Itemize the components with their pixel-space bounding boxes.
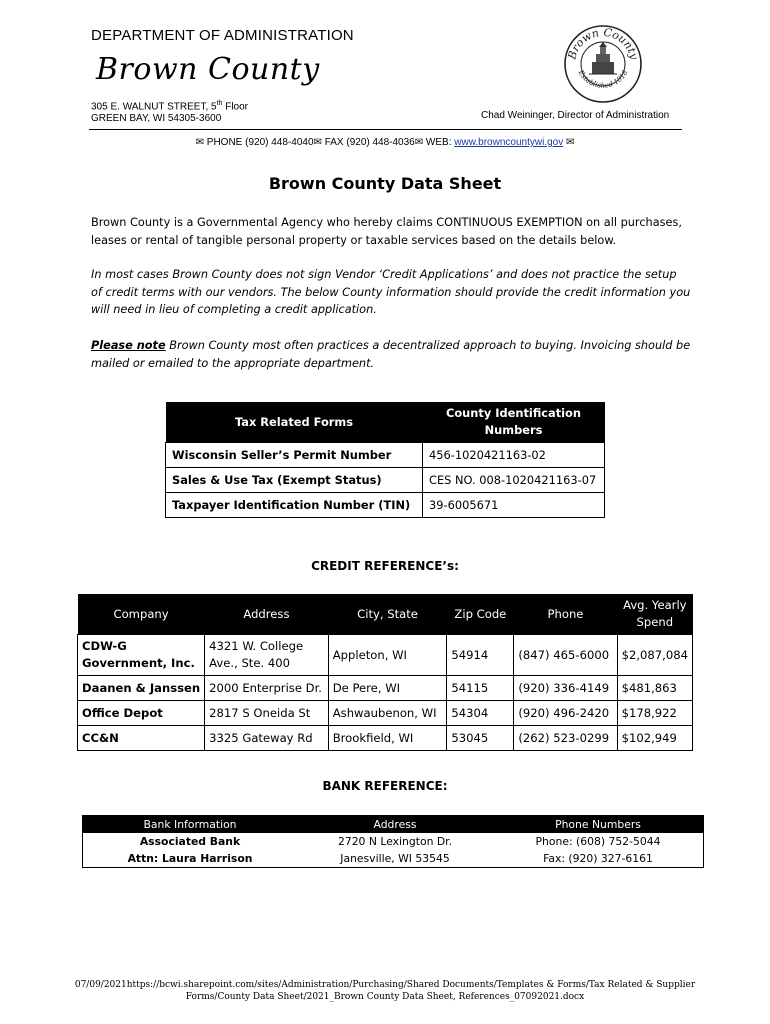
credit-header-city: City, State <box>328 594 447 635</box>
tax-row <box>166 468 605 493</box>
fax-number: FAX (920) 448-4036 <box>324 137 415 148</box>
address-line2: GREEN BAY, WI 54305-3600 <box>91 113 222 125</box>
seal-top-text: Brown County <box>565 25 641 61</box>
table-row <box>78 726 693 751</box>
tax-row-value: 39-6005671 <box>423 493 605 518</box>
credit-header-company: Company <box>78 594 205 635</box>
table-row <box>83 850 704 868</box>
intro-paragraph: Brown County is a Governmental Agency who hereby claims CONTINUOUS EXEMPTION on all purchases, leases or rental of tangible personal property or taxable services based on the details below. <box>91 216 682 247</box>
address-line1-floor: Floor <box>222 101 249 113</box>
tax-row-value: CES NO. 008-1020421163-07 <box>423 468 605 493</box>
tax-row <box>166 443 605 468</box>
please-note-label: Please note <box>91 339 166 352</box>
bank-address-line1: 2720 N Lexington Dr. <box>337 834 453 848</box>
credit-address: 2000 Enterprise Dr. <box>205 676 329 701</box>
credit-table-header <box>78 594 693 635</box>
bank-attn: Attn: Laura Harrison <box>127 851 253 865</box>
header-divider <box>89 129 682 130</box>
bank-reference-table <box>82 815 704 868</box>
credit-address: 3325 Gateway Rd <box>205 726 329 751</box>
mail-icon: ✉ <box>565 137 575 148</box>
tax-row-label: Sales & Use Tax (Exempt Status) <box>166 468 423 493</box>
credit-spend: $2,087,084 <box>617 635 692 676</box>
credit-city: Appleton, WI <box>328 635 447 676</box>
credit-company: Daanen & Janssen <box>78 676 205 701</box>
credit-spend: $102,949 <box>617 726 692 751</box>
credit-phone: (920) 496-2420 <box>514 701 617 726</box>
tax-header-forms: Tax Related Forms <box>166 402 423 443</box>
table-row <box>78 635 693 676</box>
credit-city: De Pere, WI <box>328 676 447 701</box>
department-name: DEPARTMENT OF ADMINISTRATION <box>91 27 354 44</box>
footer-line1: 07/09/2021https://bcwi.sharepoint.com/sites/Administration/Purchasing/Shared Documents/Templates & Forms/Tax Related & Supplier <box>74 980 696 990</box>
credit-zip: 54914 <box>447 635 514 676</box>
contact-line <box>0 137 770 148</box>
credit-spend: $481,863 <box>617 676 692 701</box>
table-row <box>78 701 693 726</box>
tax-row-label: Wisconsin Seller’s Permit Number <box>166 443 423 468</box>
bank-header-address: Address <box>297 816 493 834</box>
web-label: WEB: <box>425 137 452 148</box>
credit-zip: 54304 <box>447 701 514 726</box>
please-note-paragraph <box>91 337 691 372</box>
credit-references-table <box>77 594 693 751</box>
mail-icon: ✉ <box>195 137 204 148</box>
credit-phone: (920) 336-4149 <box>514 676 617 701</box>
credit-header-zip: Zip Code <box>447 594 514 635</box>
please-note-text: Brown County most often practices a decentralized approach to buying. Invoicing should be mailed or emailed to the appropriate department. <box>91 339 691 370</box>
county-logo-text: Brown County <box>96 52 320 87</box>
tax-table <box>165 402 605 518</box>
credit-header-address: Address <box>205 594 329 635</box>
phone-number: PHONE (920) 448-4040 <box>206 137 314 148</box>
tax-table-header <box>166 402 605 443</box>
footer-line2: Forms/County Data Sheet/2021_Brown County Data Sheet, References_07092021.docx <box>185 992 585 1002</box>
credit-zip: 53045 <box>447 726 514 751</box>
address-sup: th <box>216 100 223 107</box>
credit-header-phone: Phone <box>514 594 617 635</box>
tax-row-value: 456-1020421163-02 <box>423 443 605 468</box>
street-address <box>91 98 248 125</box>
table-row <box>83 833 704 850</box>
credit-references-title: CREDIT REFERENCE’s: <box>311 559 459 573</box>
county-seal-icon <box>563 24 643 104</box>
page-title: Brown County Data Sheet <box>268 174 502 193</box>
mail-icon: ✉ <box>414 137 424 148</box>
bank-name: Associated Bank <box>139 834 241 848</box>
bank-reference-title: BANK REFERENCE: <box>322 779 448 793</box>
bank-header-info: Bank Information <box>83 816 298 834</box>
table-row <box>78 676 693 701</box>
credit-company: CDW-G Government, Inc. <box>78 635 205 676</box>
bank-header-phone: Phone Numbers <box>493 816 704 834</box>
credit-company: Office Depot <box>78 701 205 726</box>
footer-path <box>0 979 770 1003</box>
credit-phone: (262) 523-0299 <box>514 726 617 751</box>
credit-address: 2817 S Oneida St <box>205 701 329 726</box>
bank-phone: Phone: (608) 752-5044 <box>535 834 661 848</box>
bank-table-header <box>83 816 704 834</box>
mail-icon: ✉ <box>313 137 322 148</box>
credit-company: CC&N <box>78 726 205 751</box>
credit-city: Brookfield, WI <box>328 726 447 751</box>
credit-header-spend: Avg. Yearly Spend <box>617 594 692 635</box>
credit-phone: (847) 465-6000 <box>514 635 617 676</box>
seal-bottom-text: Established 1818 <box>576 68 630 90</box>
credit-spend: $178,922 <box>617 701 692 726</box>
tax-row-label: Taxpayer Identification Number (TIN) <box>166 493 423 518</box>
credit-note-paragraph: In most cases Brown County does not sign Vendor ‘Credit Applications’ and does not practice the setup of credit terms with our vendors. The below County information should provide the credit information you will need in lieu of completing a credit application. <box>91 268 691 317</box>
bank-fax: Fax: (920) 327-6161 <box>543 851 653 865</box>
address-line1: 305 E. WALNUT STREET, 5 <box>91 101 217 113</box>
credit-address: 4321 W. College Ave., Ste. 400 <box>205 635 329 676</box>
website-link[interactable]: www.browncountywi.gov <box>454 137 564 148</box>
tax-header-ids: County Identification Numbers <box>423 402 605 443</box>
director-name: Chad Weininger, Director of Administration <box>481 110 670 121</box>
tax-row <box>166 493 605 518</box>
credit-city: Ashwaubenon, WI <box>328 701 447 726</box>
credit-zip: 54115 <box>447 676 514 701</box>
bank-address-line2: Janesville, WI 53545 <box>340 851 450 865</box>
